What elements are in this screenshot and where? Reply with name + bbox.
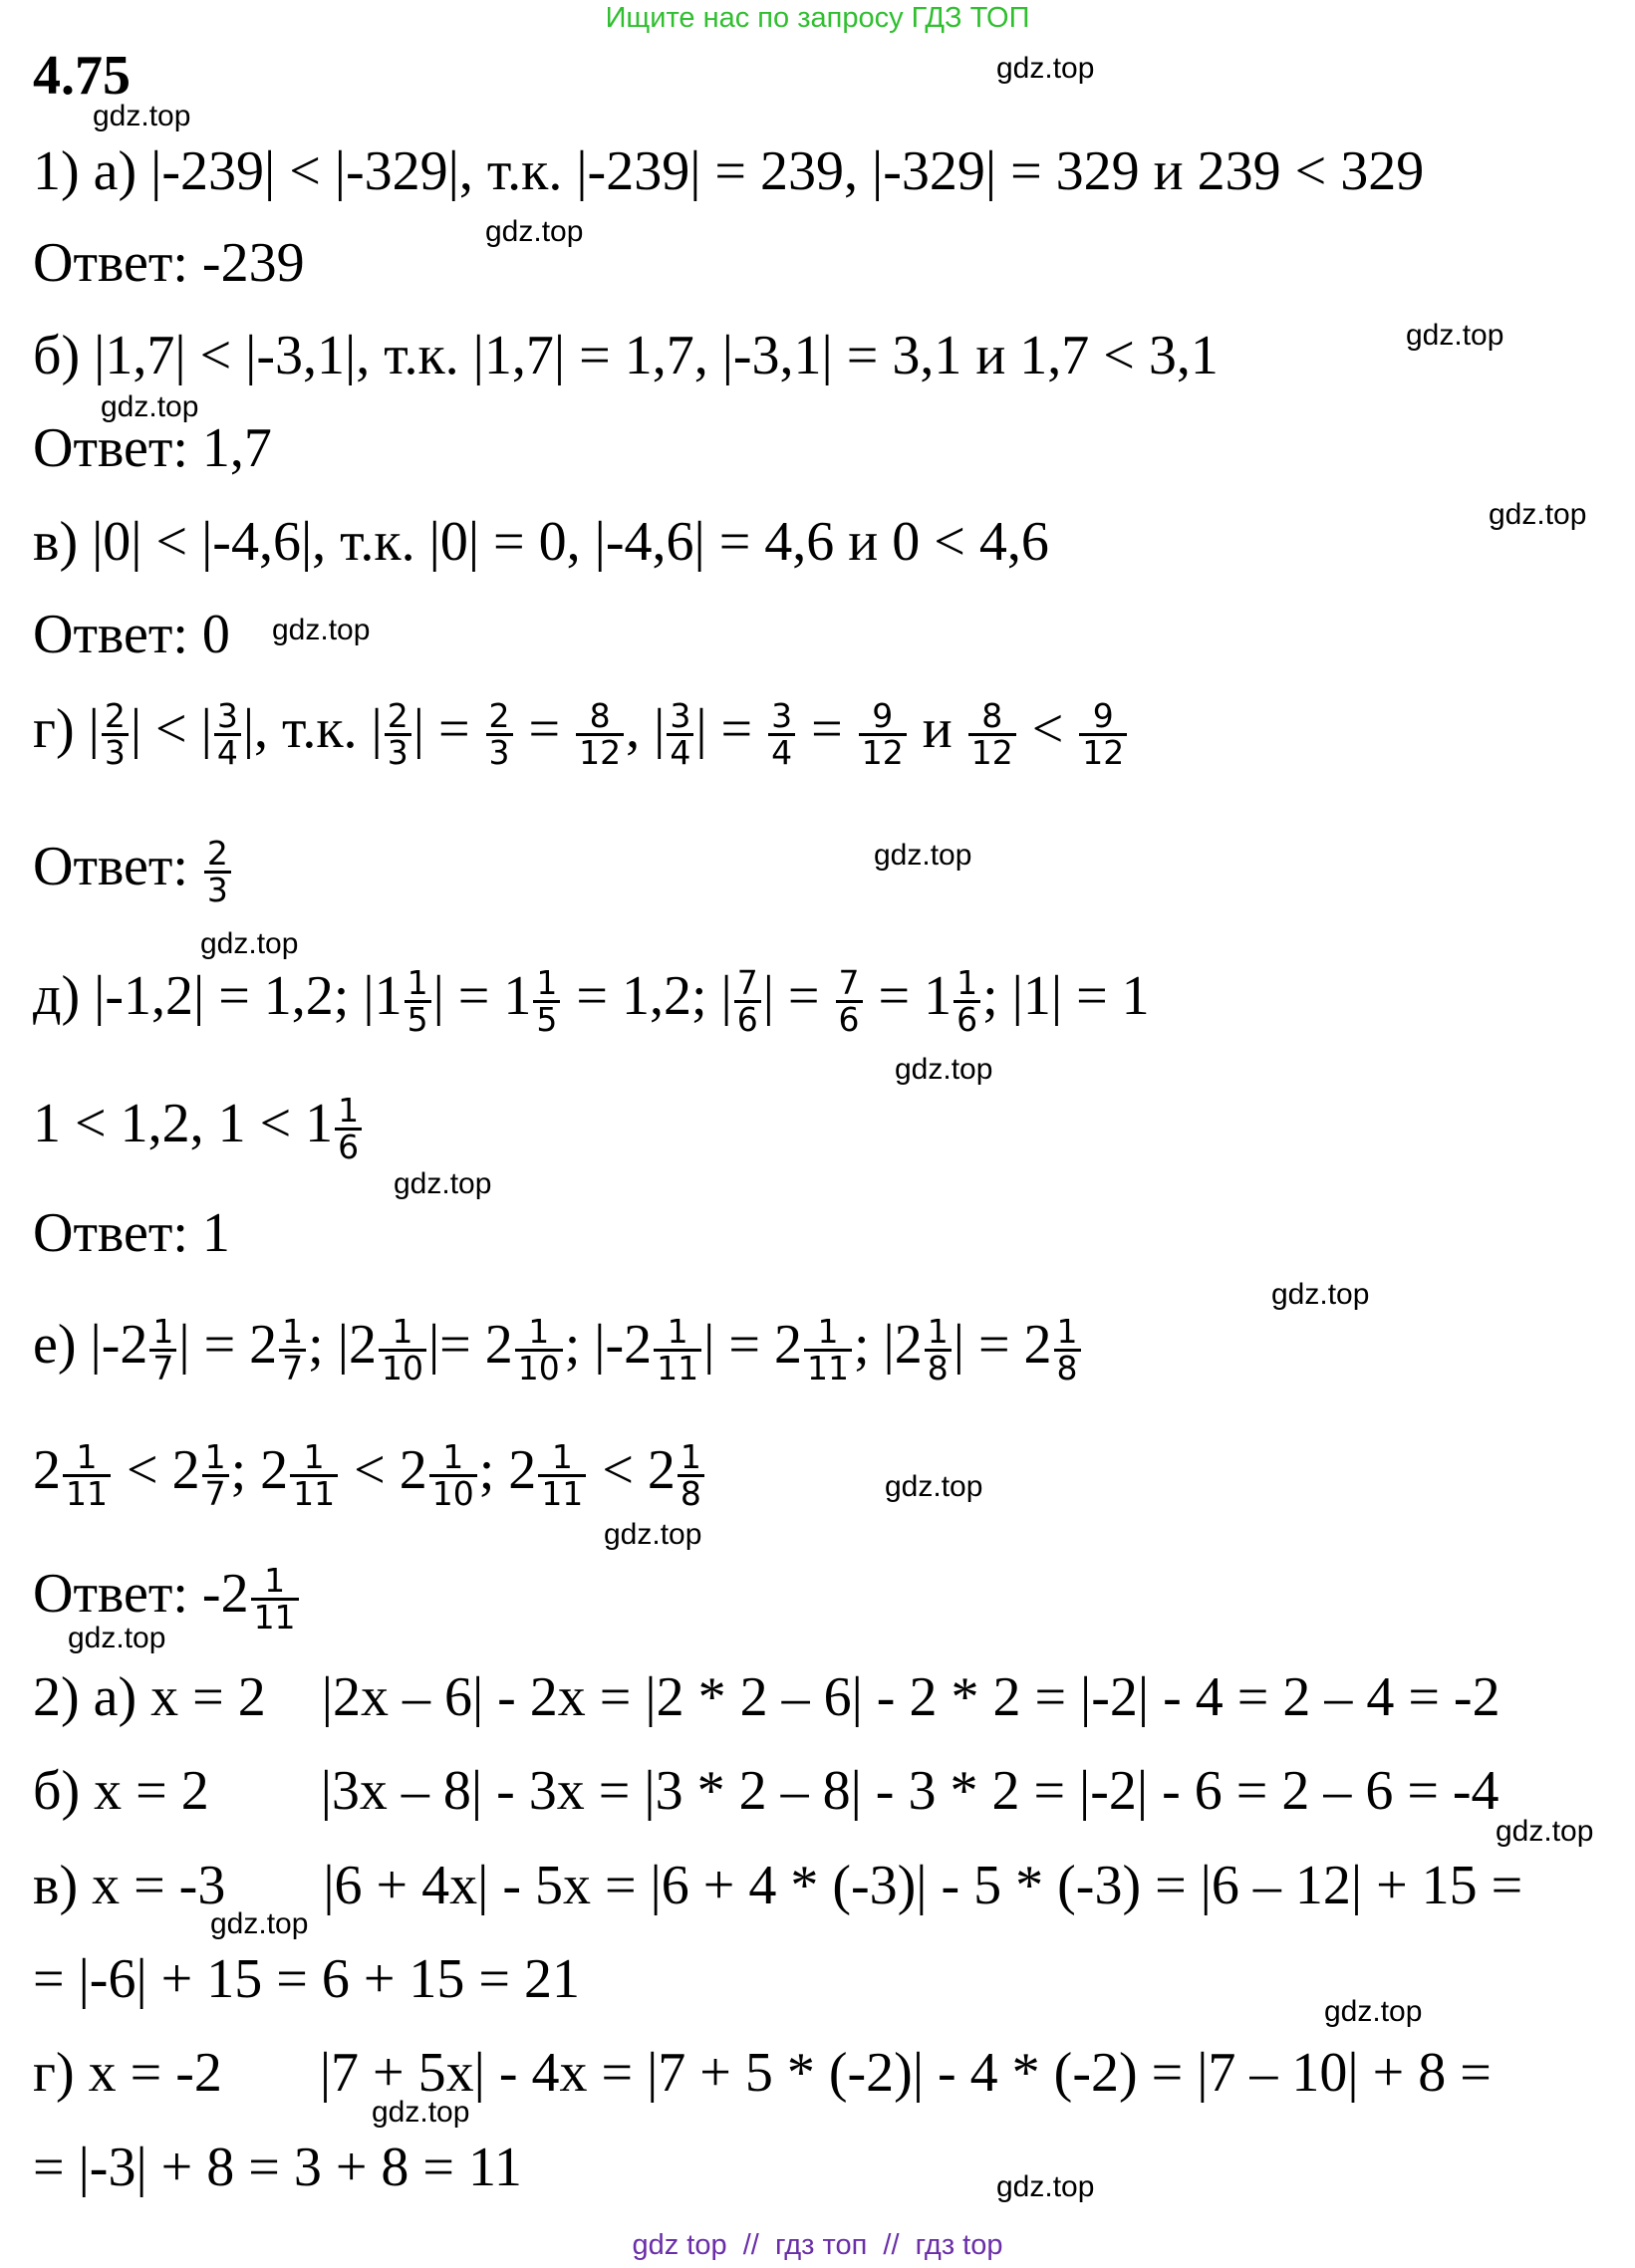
denominator: 7 [204,1473,226,1513]
text: | = [412,698,484,760]
numerator: 3 [667,699,693,736]
numerator: 1 [149,1315,176,1352]
line-2v: в) x = -3 |6 + 4x| - 5x = |6 + 4 * (-3)| - 5 * (-3) = |6 – 12| + 15 = [33,1855,1523,1916]
line-1d [33,964,1150,1037]
numerator: 1 [533,966,560,1003]
numerator: 9 [859,699,907,736]
watermark: gdz.top [1496,1815,1594,1848]
numerator: 2 [385,699,411,736]
fraction [678,1436,704,1513]
denominator: 6 [838,999,860,1039]
line-2g: г) x = -2 |7 + 5x| - 4x = |7 + 5 * (-2)| - 4 * (-2) = |7 – 10| + 8 = [33,2042,1492,2104]
numerator: 7 [836,966,863,1003]
numerator: 1 [804,1315,852,1352]
numerator: 2 [102,699,129,736]
text: = [797,698,857,760]
line-2a: 2) а) x = 2 |2x – 6| - 2x = |2 * 2 – 6| - 2 * 2 = |-2| - 4 = 2 – 4 = -2 [33,1666,1500,1728]
fraction [1079,695,1127,772]
text: Ответ: [33,836,202,897]
line-1a: 1) а) |-239| < |-329|, т.к. |-239| = 239, |-329| = 329 и 239 < 329 [33,140,1425,202]
watermark: gdz.top [874,839,972,872]
fraction [804,1311,852,1387]
text: ; |1| = 1 [982,965,1150,1027]
numerator: 1 [654,1315,701,1352]
fraction [63,1436,111,1513]
denominator: 5 [536,999,558,1039]
numerator: 8 [968,699,1016,736]
denominator: 3 [206,870,228,909]
watermark: gdz.top [68,1622,166,1654]
numerator: 1 [335,1094,362,1131]
fraction [429,1436,477,1513]
fraction [385,695,411,772]
line-1g [33,697,1129,770]
denominator: 10 [431,1473,474,1513]
answer-1g [33,835,233,907]
denominator: 5 [407,999,428,1039]
fraction [1054,1311,1081,1387]
fraction [486,695,513,772]
text: = [514,698,575,760]
answer-1v: Ответ: 0 [33,604,230,665]
watermark: gdz.top [372,2096,470,2129]
fraction [836,962,863,1039]
numerator: 1 [954,966,980,1003]
text: | = [762,965,834,1027]
numerator: 9 [1079,699,1127,736]
numerator: 3 [214,699,241,736]
numerator: 1 [279,1315,306,1352]
numerator: 1 [925,1315,952,1352]
numerator: 3 [768,699,795,736]
denominator: 8 [1056,1348,1078,1387]
answer-1a: Ответ: -239 [33,232,305,294]
numerator: 1 [202,1440,229,1477]
text: , | [626,698,666,760]
watermark: gdz.top [1271,1278,1370,1311]
numerator: 1 [63,1440,111,1477]
line-1v: в) |0| < |-4,6|, т.к. |0| = 0, |-4,6| = 4,6 и 0 < 4,6 [33,511,1049,573]
text: < [1017,698,1078,760]
numerator: 1 [678,1440,704,1477]
denominator: 12 [861,732,904,772]
fraction [654,1311,701,1387]
fraction [379,1311,426,1387]
text: = 1,2; | [562,965,732,1027]
denominator: 3 [488,732,510,772]
denominator: 4 [771,732,793,772]
text: | = [695,698,767,760]
watermark: gdz.top [101,390,199,423]
text: < 2 [588,1439,676,1501]
fraction [214,695,241,772]
footer-links: gdz top // гдз топ // гдз top [632,2229,1003,2261]
text: 2 [33,1439,61,1501]
answer-1e [33,1562,301,1635]
numerator: 8 [576,699,624,736]
numerator: 2 [486,699,513,736]
text: |= 2 [427,1314,513,1376]
search-banner: Ищите нас по запросу ГДЗ ТОП [605,2,1030,34]
fraction [533,962,560,1039]
denominator: 4 [216,732,238,772]
fraction [576,695,624,772]
text: | = 2 [178,1314,278,1376]
denominator: 7 [282,1348,304,1387]
text: е) |-2 [33,1314,148,1376]
text: г) | [33,698,100,760]
watermark: gdz.top [394,1167,492,1200]
text: | < | [130,698,212,760]
numerator: 1 [379,1315,426,1352]
fraction [538,1436,586,1513]
denominator: 11 [657,1348,699,1387]
watermark: gdz.top [485,215,584,248]
denominator: 11 [253,1597,296,1637]
line-1e [33,1313,1083,1386]
text: = 1 [864,965,953,1027]
numerator: 2 [204,837,231,874]
denominator: 8 [927,1348,949,1387]
watermark: gdz.top [272,614,371,646]
fraction [102,695,129,772]
numerator: 1 [538,1440,586,1477]
line-1e-compare [33,1438,706,1511]
fraction [202,1436,229,1513]
fraction [290,1436,338,1513]
text: ; 2 [478,1439,537,1501]
numerator: 1 [251,1564,299,1601]
text: < 2 [113,1439,200,1501]
line-1d-compare [33,1092,364,1164]
fraction [204,833,231,909]
watermark: gdz.top [200,927,299,960]
watermark: gdz.top [996,2170,1095,2203]
text: и [908,698,966,760]
denominator: 12 [1082,732,1125,772]
fraction [335,1090,362,1166]
denominator: 3 [387,732,409,772]
denominator: 3 [104,732,126,772]
fraction [149,1311,176,1387]
denominator: 11 [541,1473,584,1513]
fraction [859,695,907,772]
text: ; |-2 [564,1314,653,1376]
numerator: 1 [405,966,431,1003]
text: |, т.к. | [242,698,383,760]
watermark: gdz.top [210,1907,309,1940]
line-2g-cont: = |-3| + 8 = 3 + 8 = 11 [33,2137,522,2198]
fraction [768,695,795,772]
numerator: 1 [1054,1315,1081,1352]
fraction [515,1311,563,1387]
text: д) |-1,2| = 1,2; |1 [33,965,403,1027]
fraction [925,1311,952,1387]
denominator: 6 [338,1127,360,1166]
problem-number: 4.75 [33,45,131,107]
denominator: 11 [293,1473,336,1513]
fraction [968,695,1016,772]
text: < 2 [340,1439,427,1501]
fraction [405,962,431,1039]
text: ; |2 [308,1314,377,1376]
denominator: 11 [806,1348,849,1387]
fraction [734,962,761,1039]
text: | = 2 [953,1314,1052,1376]
answer-1b: Ответ: 1,7 [33,417,272,479]
text: ; 2 [230,1439,289,1501]
denominator: 6 [956,999,978,1039]
watermark: gdz.top [895,1053,993,1086]
numerator: 7 [734,966,761,1003]
watermark: gdz.top [1406,319,1504,352]
watermark: gdz.top [93,100,191,132]
line-1b: б) |1,7| < |-3,1|, т.к. |1,7| = 1,7, |-3,1| = 3,1 и 1,7 < 3,1 [33,325,1219,386]
text: Ответ: -2 [33,1563,249,1625]
denominator: 12 [970,732,1013,772]
text: 1 < 1,2, 1 < 1 [33,1093,334,1154]
watermark: gdz.top [604,1518,702,1551]
fraction [954,962,980,1039]
line-2b: б) x = 2 |3x – 8| - 3x = |3 * 2 – 8| - 3 * 2 = |-2| - 6 = 2 – 6 = -4 [33,1760,1499,1822]
watermark: gdz.top [885,1470,983,1503]
denominator: 6 [736,999,758,1039]
denominator: 10 [381,1348,423,1387]
watermark: gdz.top [1489,498,1587,531]
denominator: 4 [670,732,691,772]
denominator: 12 [579,732,622,772]
denominator: 10 [517,1348,560,1387]
numerator: 1 [429,1440,477,1477]
denominator: 7 [152,1348,174,1387]
watermark: gdz.top [996,52,1095,85]
text: | = 1 [432,965,532,1027]
answer-1d: Ответ: 1 [33,1202,230,1264]
fraction [667,695,693,772]
fraction [279,1311,306,1387]
denominator: 8 [680,1473,701,1513]
text: ; |2 [853,1314,923,1376]
numerator: 1 [290,1440,338,1477]
denominator: 11 [66,1473,108,1513]
line-2v-cont: = |-6| + 15 = 6 + 15 = 21 [33,1948,580,2010]
watermark: gdz.top [1324,1995,1423,2028]
numerator: 1 [515,1315,563,1352]
text: | = 2 [703,1314,802,1376]
fraction [251,1560,299,1637]
